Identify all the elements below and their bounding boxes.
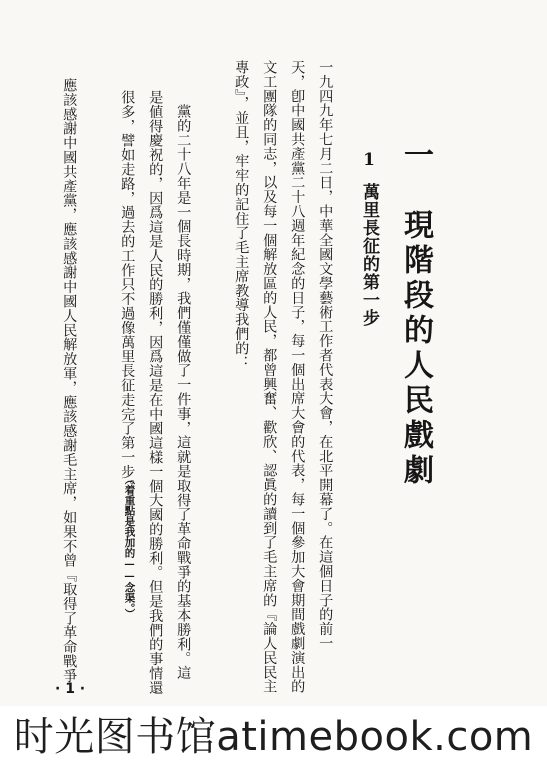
- quote-line-1: 黨的二十八年是一個長時期，我們僅僅做了一件事，這就是取得了革命戰爭的基本勝利。這: [175, 104, 192, 680]
- quote-line-2: 是値得慶祝的，因爲這是人民的勝利，因爲這是在中國這樣一個大國的勝利。但是我們的事情還: [147, 90, 164, 695]
- chapter-title: 一 現階段的人民戲劇: [398, 139, 433, 489]
- section-number: 1: [359, 150, 379, 170]
- page-number: · 1 ·: [55, 681, 86, 697]
- watermark-text: 时光图书馆atimebook.com: [13, 714, 534, 760]
- section-title: 萬里長征的第一步: [359, 183, 379, 327]
- quote-author-note: （着重點是我加的——念渠。）: [123, 474, 136, 619]
- paragraph1-line-3: 文工團隊的同志，以及每一個解放區的人民，都曾興奮、歡欣、認眞的讀到了毛主席的『論人民民主: [261, 60, 278, 694]
- paragraph1-line-4: 專政』，並且，牢牢的記住了毛主席教導我們的：: [233, 60, 250, 370]
- paragraph1-line-1: 一九四九年七月二日，中華全國文學藝術工作者代表大會，在北平開幕了。在這個日子的前一: [317, 60, 334, 651]
- paragraph2-line-1: 應該感謝中國共產黨，應該感謝中國人民解放軍，應該感謝毛主席，如果不曾『取得了革命戰爭: [61, 78, 78, 683]
- watermark-banner: [0, 706, 547, 768]
- paragraph1-line-2: 天，卽中國共產黨二十八週年紀念的日子，每一個出席大會的代表，每一個參加大會期間戲劇演出的: [289, 60, 306, 694]
- quote-line-3: 很多，譬如走路，過去的工作只不過像萬里長征走完了第一步。: [119, 90, 136, 494]
